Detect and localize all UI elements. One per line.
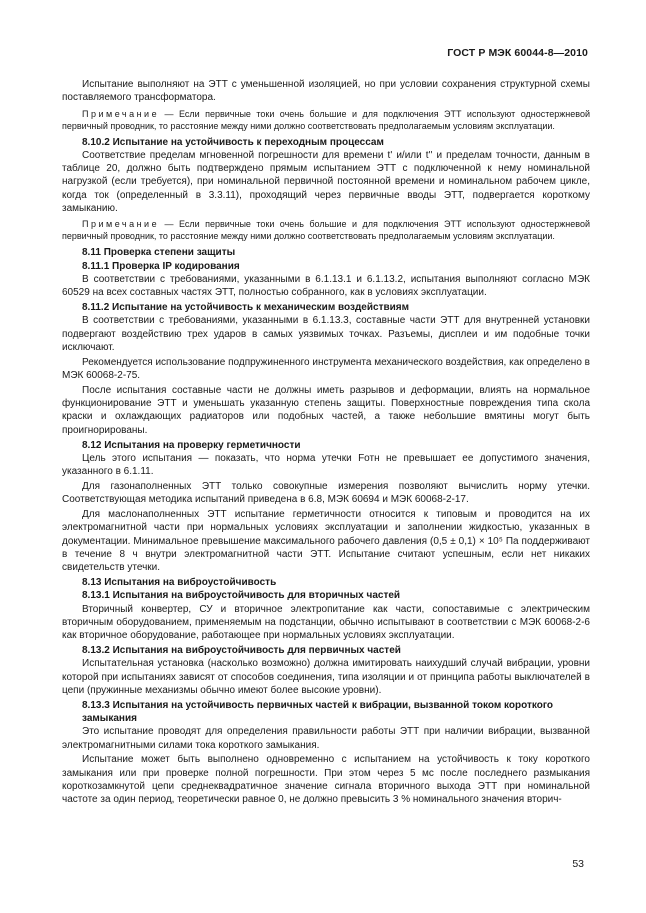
standard-header: ГОСТ Р МЭК 60044-8—2010 [447, 47, 588, 59]
body-paragraph: Это испытание проводят для определения правильности работы ЭТТ при наличии вибрации, вызванной электромагнитными силами тока короткого замыкания. [62, 726, 590, 751]
body-paragraph: Испытательная установка (насколько возможно) должна имитировать наихудший случай вибрации, уровни которой при испытаниях зависят от способов соединения, типа изоляции и от принципа работы выключателей в цепи (пружинные механизмы обычно имеют более высокие уровни). [62, 658, 590, 696]
section-heading: 8.13.3 Испытания на устойчивость первичных частей к вибрации, вызванной током короткого замыкания [82, 699, 553, 724]
body-paragraph: Вторичный конвертер, СУ и вторичное электропитание как части, сопоставимые с электрическим вторичным оборудованием, применяемым на подстанции, обычно испытывают в соответствии с МЭК 60068-2-6 как вторичное оборудование, работающее при нормальных условиях эксплуатации. [62, 603, 590, 642]
section-heading: 8.13 Испытания на виброустойчивость [82, 577, 277, 588]
body-paragraph: Испытание может быть выполнено одновременно с испытанием на устойчивость к току короткого замыкания или при проверке полной погрешности. При этом через 5 мс после последнего размыкания короткозамкнутой цепи среднеквадратичное значение сигнала вторичного выхода ЭТТ при номинальной частоте за один период, теоретически равное 0, не должно превысить 3 % номинального значения вторич- [62, 754, 590, 806]
note-paragraph [62, 218, 590, 242]
section-heading: 8.12 Испытания на проверку герметичности [82, 439, 301, 451]
body-paragraph: Испытание выполняют на ЭТТ с уменьшенной изоляцией, но при условии сохранения структурной схемы поставляемого трансформатора. [62, 79, 590, 104]
section-heading: 8.10.2 Испытание на устойчивость к переходным процессам [82, 136, 384, 148]
section-heading: 8.13.2 Испытания на виброустойчивость для первичных частей [82, 644, 401, 656]
body-paragraph: Рекомендуется использование подпружиненного инструмента механического воздействия, как определено в МЭК 60068-2-75. [62, 356, 590, 382]
body-paragraph: Для газонаполненных ЭТТ только совокупные измерения позволяют вычислить норму утечки. Соответствующая методика испытаний приведена в 6.8, МЭК 60694 и МЭК 60068-2-17. [62, 480, 590, 506]
section-heading: 8.11.1 Проверка IP кодирования [82, 260, 240, 272]
document-body [62, 78, 590, 808]
body-paragraph: В соответствии с требованиями, указанными в 6.1.13.3, составные части ЭТТ для внутренней установки подвергают воздействию трех ударов в самых уязвимых точках. Разъемы, дисплеи и им подобные точки исключают. [62, 315, 590, 353]
section-heading: 8.11.2 Испытание на устойчивость к механическим воздействиям [82, 302, 410, 314]
body-paragraph: Цель этого испытания — показать, что норма утечки Fотн не превышает ее допустимого значения, указанного в 6.1.11. [62, 452, 590, 478]
section-heading: 8.13.1 Испытания на виброустойчивость для вторичных частей [82, 590, 401, 602]
body-paragraph: Для маслонаполненных ЭТТ испытание герметичности относится к типовым и проводится на их электромагнитной части при нормальных условиях эксплуатации и заполнении жидкостью, указанных в документации. Минимальное превышение максимального рабочего давления (0,5 ± 0,1) × 10⁵ Па поддерживают в течение 8 ч внутри электромагнитной части ЭТТ. Испытание считают успешным, если нет никаких свидетельств утечки. [62, 509, 590, 574]
body-paragraph: В соответствии с требованиями, указанными в 6.1.13.1 и 6.1.13.2, испытания выполняют согласно МЭК 60529 на всех составных частях ЭТТ, полностью собранного, как в условиях эксплуатации. [62, 273, 590, 299]
note-label: Примечание [82, 219, 160, 230]
body-paragraph: Соответствие пределам мгновенной погрешности для времени t' и/или t'' и пределам точности, данным в таблице 20, должно быть подтверждено прямым испытанием ЭТТ с подключенной к нему номинальной нагрузкой (если требуется), при номинальной первичной постоянной времени и номинальном рабочем цикле, когда ток (определенный в 3.3.11), проходящий через первичные вводы ЭТТ, подвергается короткому замыканию. [62, 149, 590, 215]
note-text: — Если первичные токи очень большие и для подключения ЭТТ используют одностержневой первичный проводник, то расстояние между ними должно соответствовать предполагаемым условиям эксплуатации. [62, 108, 590, 131]
note-label: Примечание [82, 108, 160, 119]
body-paragraph: После испытания составные части не должны иметь разрывов и деформации, влиять на нормальное функционирование ЭТТ и уменьшать указанную степень защиты. Поверхностные повреждения типа скола краски и охлаждающих радиаторов или подобных частей, а также небольшие вмятины могут быть проигнорированы. [62, 384, 590, 436]
section-heading: 8.11 Проверка степени защиты [82, 247, 236, 259]
note-text: — Если первичные токи очень большие и для подключения ЭТТ используют одностержневой первичный проводник, то расстояние между ними должно соответствовать предполагаемым условиям эксплуатации. [62, 219, 590, 242]
page-number: 53 [572, 858, 584, 870]
note-paragraph [62, 108, 590, 132]
